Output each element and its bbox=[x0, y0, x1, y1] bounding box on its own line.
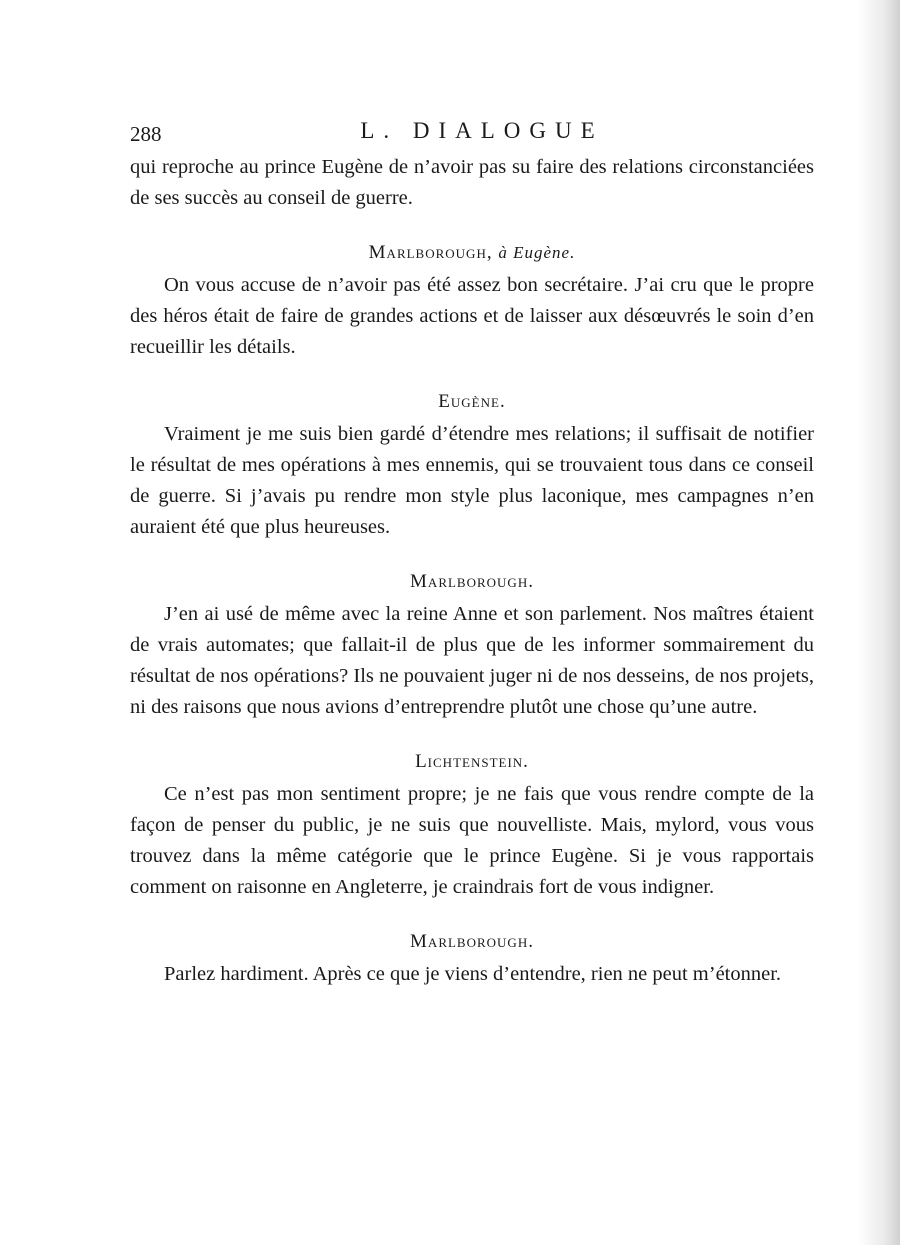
speaker-heading bbox=[130, 391, 814, 413]
speech-paragraph: J’en ai usé de même avec la reine Anne et son parlement. Nos maîtres étaient de vrais automates; que fallait-il de plus que de les informer sommairement du résultat de nos opérations? Ils ne pouvaient juger ni de nos desseins, de nos projets, ni des raisons que nous avions d’entreprendre plutôt une chose qu’une autre. bbox=[130, 603, 814, 718]
running-title: L. DIALOGUE bbox=[360, 118, 604, 143]
book-page bbox=[130, 118, 814, 990]
opening-paragraph: qui reproche au prince Eugène de n’avoir pas su faire des relations circonstanciées de ses succès au conseil de guerre. bbox=[130, 156, 814, 209]
speaker-name: Marlborough. bbox=[410, 571, 534, 592]
speaker-name: Marlborough bbox=[368, 242, 487, 263]
speaker-name: Marlborough. bbox=[410, 931, 534, 952]
running-head bbox=[130, 118, 814, 152]
speaker-name: Eugène. bbox=[438, 391, 506, 412]
speaker-name: Lichtenstein. bbox=[415, 751, 529, 772]
speech-paragraph: Vraiment je me suis bien gardé d’étendre mes relations; il suffisait de notifier le résultat de mes opérations à mes ennemis, qui se trouvaient tous dans ce conseil de guerre. Si j’avais pu rendre mon style plus laconique, mes campagnes n’en auraient été que plus heureuses. bbox=[130, 423, 814, 538]
page-edge-shadow bbox=[858, 0, 900, 1245]
speaker-heading: Marlborough, à Eugène. bbox=[368, 242, 576, 263]
speech-paragraph: On vous accuse de n’avoir pas été assez bon secrétaire. J’ai cru que le propre des héros était de faire de grandes actions et de laisser aux désœuvrés le soin d’en recueillir les détails. bbox=[130, 274, 814, 358]
page-number: 288 bbox=[130, 122, 162, 146]
speech-paragraph: Parlez hardiment. Après ce que je viens d’entendre, rien ne peut m’étonner. bbox=[164, 963, 782, 985]
speaker-heading bbox=[130, 571, 814, 593]
speaker-heading bbox=[130, 751, 814, 773]
speech-paragraph: Ce n’est pas mon sentiment propre; je ne fais que vous rendre compte de la façon de penser du public, je ne suis que nouvelliste. Mais, mylord, vous vous trouvez dans la même catégorie que le prince Eugène. Si je vous rapportais comment on raisonne en Angleterre, je craindrais fort de vous indigner. bbox=[130, 783, 814, 898]
speaker-heading bbox=[130, 931, 814, 953]
stage-direction: à Eugène. bbox=[498, 243, 576, 262]
